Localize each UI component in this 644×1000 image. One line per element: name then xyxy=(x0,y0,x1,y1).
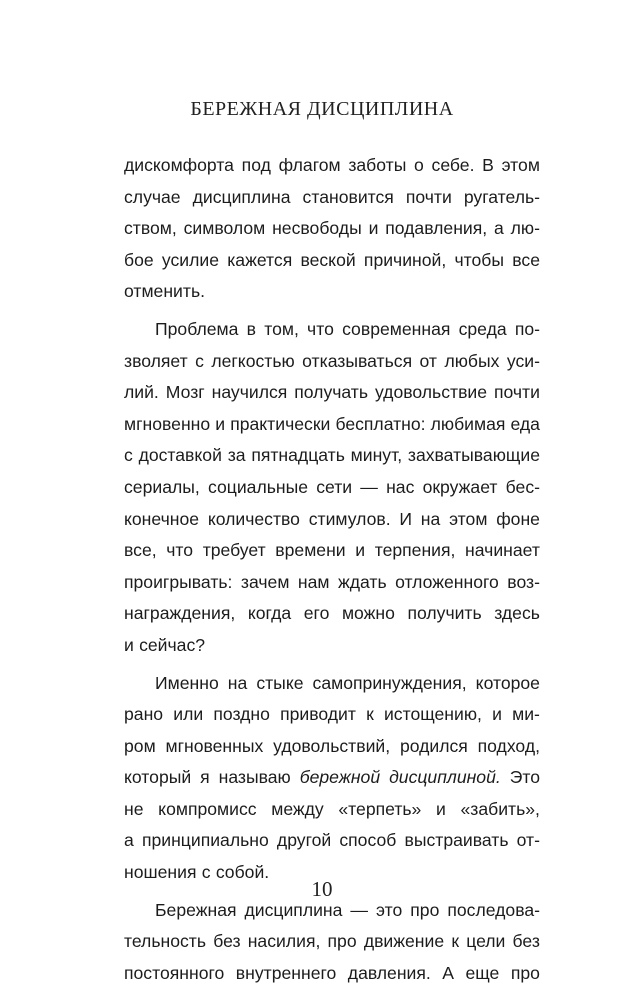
text-line xyxy=(124,958,540,990)
word: внутреннего xyxy=(235,962,337,983)
word: последова- xyxy=(447,899,540,920)
word: про xyxy=(327,931,357,952)
word: а xyxy=(124,830,134,851)
word: без xyxy=(512,931,540,952)
word: бесплатно: xyxy=(335,413,426,434)
word: что xyxy=(307,318,334,339)
word: сериалы, xyxy=(124,476,200,497)
word: том, xyxy=(264,318,299,339)
word: окружает xyxy=(422,476,498,497)
word: случае xyxy=(124,186,181,207)
paragraph xyxy=(124,895,540,990)
word: и xyxy=(215,413,226,434)
word: ством, xyxy=(124,218,177,239)
word: родился xyxy=(399,735,468,756)
word: бес- xyxy=(505,476,540,497)
word: — xyxy=(350,899,369,920)
text-line xyxy=(124,472,540,504)
word: удовольствие xyxy=(374,382,488,403)
word: усилие xyxy=(161,249,219,270)
word: начинает xyxy=(465,540,540,561)
word: минут, xyxy=(350,445,403,466)
word: современная xyxy=(342,318,451,339)
word: подавления, xyxy=(385,218,488,239)
text-line xyxy=(124,182,540,214)
word: Мозг xyxy=(165,382,205,403)
word: среда xyxy=(458,318,507,339)
word: это xyxy=(376,899,403,920)
word: к xyxy=(366,704,374,725)
word: и xyxy=(355,540,366,561)
word: почти xyxy=(405,186,452,207)
text-line xyxy=(124,762,540,794)
word: можно xyxy=(341,603,395,624)
text-line xyxy=(124,150,540,182)
word: сейчас? xyxy=(139,634,206,655)
word: еда xyxy=(510,413,540,434)
word: между xyxy=(271,798,324,819)
word: принципиально xyxy=(141,830,269,851)
word: заботы xyxy=(348,155,407,175)
word: и xyxy=(124,634,134,655)
text-line xyxy=(124,535,540,567)
text-line xyxy=(124,314,540,346)
word: легкостью xyxy=(211,350,295,371)
word: пятнадцать xyxy=(251,445,345,466)
word: кажется xyxy=(227,249,293,270)
word: практически xyxy=(230,413,331,434)
word: сети xyxy=(316,476,353,497)
word: о xyxy=(414,155,424,175)
word: зволяет xyxy=(124,350,188,371)
word: под xyxy=(241,155,271,175)
word: дисциплиной. xyxy=(389,767,501,788)
word: бережной xyxy=(299,767,381,788)
word: истощению, xyxy=(383,704,482,725)
word: лий. xyxy=(124,382,159,403)
page-number: 10 xyxy=(311,877,333,901)
text-line xyxy=(124,409,540,441)
word: получить xyxy=(407,603,482,624)
word: поздно xyxy=(213,704,270,725)
word: лю- xyxy=(510,218,540,239)
word: без xyxy=(213,931,241,952)
word: в xyxy=(246,318,256,339)
text-line xyxy=(124,276,540,308)
word: компромисс xyxy=(158,798,257,819)
word: все, xyxy=(124,540,157,561)
word: приводит xyxy=(280,704,356,725)
word: постоянного xyxy=(124,962,225,983)
word: все xyxy=(512,249,540,270)
word: когда xyxy=(247,603,292,624)
word: к xyxy=(451,931,460,952)
word: цели xyxy=(466,931,506,952)
word: не xyxy=(124,798,144,819)
text-line xyxy=(124,699,540,731)
word: И xyxy=(399,508,413,529)
word: от xyxy=(419,350,437,371)
word: причиной, xyxy=(363,249,447,270)
body-text xyxy=(124,150,540,989)
word: или xyxy=(173,704,204,725)
word: удовольствий, xyxy=(273,735,391,756)
word: получать xyxy=(294,382,369,403)
text-line xyxy=(124,245,540,277)
word: веской xyxy=(300,249,356,270)
word: и xyxy=(436,798,446,819)
word: нам xyxy=(297,571,330,592)
word: насилия, xyxy=(247,931,321,952)
word: любых xyxy=(444,350,500,371)
word: становится xyxy=(302,186,394,207)
word: награждения, xyxy=(124,603,236,624)
word: стыке xyxy=(256,672,304,693)
word: рано xyxy=(124,704,164,725)
word: за xyxy=(227,445,246,466)
word: с xyxy=(195,350,204,371)
word: себе. xyxy=(431,155,475,175)
text-line xyxy=(124,630,540,662)
word: социальные xyxy=(207,476,309,497)
word: называю xyxy=(218,767,291,788)
word: еще xyxy=(465,962,500,983)
word: ждать xyxy=(337,571,387,592)
word: — xyxy=(360,476,378,497)
word: его xyxy=(303,603,330,624)
word: Проблема xyxy=(155,318,239,339)
word: нас xyxy=(386,476,415,497)
word: научился xyxy=(211,382,288,403)
word: и xyxy=(492,704,502,725)
word: выстраивать xyxy=(404,830,509,851)
word: этом xyxy=(449,508,488,529)
word: другой xyxy=(276,830,332,851)
text-line xyxy=(124,731,540,763)
text-line xyxy=(124,504,540,536)
word: движение xyxy=(363,931,445,952)
word: на xyxy=(420,508,441,529)
word: количество xyxy=(207,508,300,529)
word: «терпеть» xyxy=(338,798,422,819)
word: конечное xyxy=(124,508,200,529)
word: по- xyxy=(514,318,540,339)
word: Бережная xyxy=(155,899,237,920)
word: от- xyxy=(516,830,540,851)
word: самопринуждения, xyxy=(312,672,467,693)
word: Именно xyxy=(155,672,219,693)
text-line xyxy=(124,440,540,472)
word: Это xyxy=(509,767,540,788)
word: А xyxy=(442,962,455,983)
word: я xyxy=(200,767,210,788)
word: ром xyxy=(124,735,156,756)
word: воз- xyxy=(507,571,540,592)
word: про xyxy=(410,899,440,920)
word: В xyxy=(482,155,494,175)
word: этом xyxy=(501,155,540,175)
word: с xyxy=(124,445,133,466)
text-line xyxy=(124,794,540,826)
word: а xyxy=(494,218,504,239)
word: символом xyxy=(183,218,266,239)
word: ношения xyxy=(124,862,197,883)
word: дисциплина xyxy=(192,186,291,207)
word: мгновенных xyxy=(165,735,264,756)
word: чтобы xyxy=(454,249,505,270)
word: которое xyxy=(475,672,540,693)
running-head: БЕРЕЖНАЯ ДИСЦИПЛИНА xyxy=(190,98,454,120)
text-line xyxy=(124,567,540,599)
word: на xyxy=(227,672,248,693)
paragraph xyxy=(124,150,540,308)
word: ми- xyxy=(512,704,540,725)
word: времени xyxy=(275,540,346,561)
word: любимая xyxy=(430,413,506,434)
word: терпения, xyxy=(374,540,456,561)
word: отказываться xyxy=(302,350,413,371)
word: давления. xyxy=(347,962,431,983)
word: подход, xyxy=(477,735,540,756)
word: стимулов. xyxy=(308,508,391,529)
word: «забить», xyxy=(460,798,540,819)
word: дисциплина xyxy=(244,899,343,920)
paragraph xyxy=(124,668,540,889)
text-line xyxy=(124,377,540,409)
word: ругатель- xyxy=(463,186,540,207)
word: здесь xyxy=(494,603,540,624)
text-line xyxy=(124,598,540,630)
word: проигрывать: xyxy=(124,571,233,592)
word: тельность xyxy=(124,931,207,952)
word: требует xyxy=(202,540,266,561)
text-line xyxy=(124,926,540,958)
text-line xyxy=(124,213,540,245)
word: отменить. xyxy=(124,281,205,302)
word: фоне xyxy=(496,508,540,529)
word: отложенного xyxy=(395,571,499,592)
word: почти xyxy=(493,382,540,403)
word: бое xyxy=(124,249,154,270)
word: флагом xyxy=(278,155,341,175)
word: который xyxy=(124,767,192,788)
text-line xyxy=(124,346,540,378)
word: захватывающие xyxy=(407,445,540,466)
word: собой. xyxy=(215,862,270,883)
word: дискомфорта xyxy=(124,155,234,175)
word: зачем xyxy=(240,571,290,592)
paragraph xyxy=(124,314,540,662)
word: про xyxy=(510,962,540,983)
word: несвободы xyxy=(272,218,362,239)
word: и xyxy=(368,218,379,239)
word: с xyxy=(201,862,211,883)
word: способ xyxy=(339,830,397,851)
word: уси- xyxy=(506,350,540,371)
word: доставкой xyxy=(138,445,222,466)
word: мгновенно xyxy=(124,413,211,434)
word: что xyxy=(166,540,194,561)
text-line xyxy=(124,668,540,700)
text-line xyxy=(124,825,540,857)
